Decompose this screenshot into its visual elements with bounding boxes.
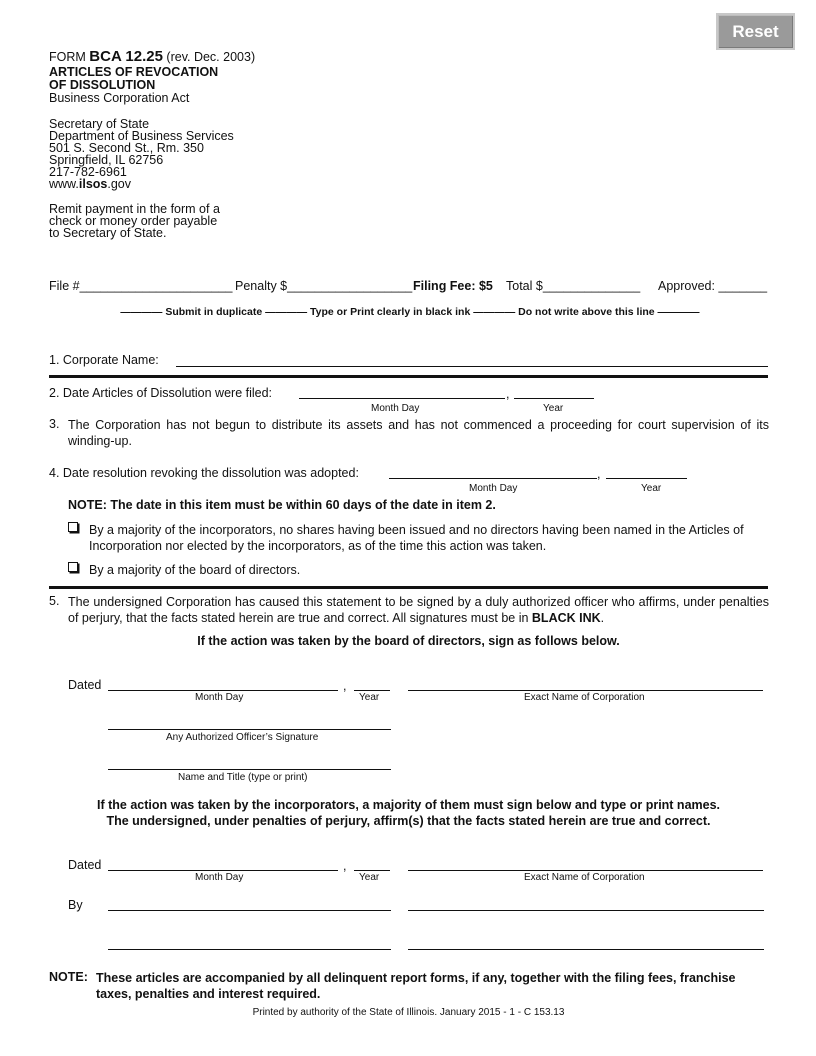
board-heading: If the action was taken by the board of directors, sign as follows below. bbox=[197, 634, 620, 648]
board-month-day-caption: Month Day bbox=[195, 692, 244, 703]
incorp-corporation-name-input[interactable] bbox=[408, 870, 763, 871]
item4-note: NOTE: The date in this item must be within 60 days of the date in item 2. bbox=[68, 498, 496, 512]
item5-period: . bbox=[600, 611, 605, 625]
corporate-name-input[interactable] bbox=[176, 366, 768, 367]
item4-year-caption: Year bbox=[641, 483, 662, 494]
remit-line-2: check or money order payable bbox=[49, 214, 218, 228]
form-title-line2: OF DISSOLUTION bbox=[49, 78, 156, 92]
incorp-by-label: By bbox=[68, 898, 83, 912]
item5-text bbox=[68, 594, 769, 626]
incorporator-signature-3-input[interactable] bbox=[108, 949, 391, 950]
remit-line-3: to Secretary of State. bbox=[49, 226, 167, 240]
act-name: Business Corporation Act bbox=[49, 91, 190, 105]
item3-text: The Corporation has not begun to distribute its assets and has not commenced a proceeding for court supervision of its winding-up. bbox=[68, 418, 769, 448]
board-exact-name-caption: Exact Name of Corporation bbox=[524, 692, 645, 703]
officer-signature-caption: Any Authorized Officer’s Signature bbox=[166, 732, 319, 743]
item4-month-day-caption: Month Day bbox=[469, 483, 518, 494]
incorp-date-input[interactable] bbox=[108, 870, 338, 871]
incorp-comma: , bbox=[343, 859, 347, 873]
dissolution-year-input[interactable] bbox=[514, 398, 594, 399]
name-title-input[interactable] bbox=[108, 769, 391, 770]
printed-by-authority: Printed by authority of the State of Illinois. January 2015 - 1 - C 153.13 bbox=[252, 1007, 565, 1018]
item5-number: 5. bbox=[49, 594, 60, 608]
address-line-2: Department of Business Services bbox=[49, 129, 234, 143]
incorp-dated-label: Dated bbox=[68, 858, 102, 872]
incorporators-heading-2: The undersigned, under penalties of perjury, affirm(s) that the facts stated herein are true and correct. bbox=[106, 814, 711, 828]
incorporators-heading-1: If the action was taken by the incorporators, a majority of them must sign below and type or print names. bbox=[96, 798, 721, 812]
website-suffix: .gov bbox=[107, 177, 132, 191]
section-divider-2 bbox=[49, 586, 768, 589]
dissolution-date-input[interactable] bbox=[299, 398, 505, 399]
reset-button[interactable]: Reset bbox=[716, 13, 795, 50]
incorp-year-input[interactable] bbox=[354, 870, 390, 871]
item2-year-caption: Year bbox=[543, 403, 564, 414]
footer-note-label: NOTE: bbox=[49, 970, 88, 984]
item1-label: 1. Corporate Name: bbox=[49, 353, 159, 367]
item5-body: The undersigned Corporation has caused this statement to be signed by a duly authorized officer who affirms, under penalties of perjury, that the facts stated herein are true and correct. All signatures must be in bbox=[68, 595, 769, 625]
incorporator-signature-1-input[interactable] bbox=[108, 910, 391, 911]
website-bold: ilsos bbox=[78, 177, 108, 191]
filing-fee: Filing Fee: $5 bbox=[413, 279, 493, 293]
incorp-year-caption: Year bbox=[359, 872, 380, 883]
total-field: Total $______________ bbox=[506, 279, 641, 293]
form-revision: (rev. Dec. 2003) bbox=[162, 50, 256, 64]
incorporator-signature-2-input[interactable] bbox=[408, 910, 764, 911]
website bbox=[49, 178, 131, 191]
address-line-4: Springfield, IL 62756 bbox=[49, 153, 164, 167]
form-title-line1: ARTICLES OF REVOCATION bbox=[49, 65, 219, 79]
board-corporation-name-input[interactable] bbox=[408, 690, 763, 691]
name-title-caption: Name and Title (type or print) bbox=[178, 772, 308, 783]
remit-line-1: Remit payment in the form of a bbox=[49, 202, 220, 216]
board-dated-label: Dated bbox=[68, 678, 102, 692]
incorporator-signature-4-input[interactable] bbox=[408, 949, 764, 950]
checkbox-icon[interactable] bbox=[68, 522, 78, 532]
form-prefix: FORM bbox=[49, 50, 90, 64]
item2-month-day-caption: Month Day bbox=[371, 403, 420, 414]
item2-label: 2. Date Articles of Dissolution were filed: bbox=[49, 386, 273, 400]
officer-signature-input[interactable] bbox=[108, 729, 391, 730]
option-incorporators-text: By a majority of the incorporators, no shares having been issued and no directors having been named in the Articles of Incorporation nor elected by the incorporators, as of the time this action was taken. bbox=[89, 523, 744, 553]
form-number: BCA 12.25 bbox=[89, 48, 163, 65]
revocation-date-input[interactable] bbox=[389, 478, 597, 479]
phone-number: 217-782-6961 bbox=[49, 165, 127, 179]
item2-comma: , bbox=[506, 387, 510, 401]
section-divider-1 bbox=[49, 375, 768, 378]
board-year-input[interactable] bbox=[354, 690, 390, 691]
board-year-caption: Year bbox=[359, 692, 380, 703]
website-prefix: www. bbox=[49, 177, 79, 191]
checkbox-icon[interactable] bbox=[68, 562, 78, 572]
file-number-field: File #______________________ bbox=[49, 279, 233, 293]
penalty-field: Penalty $__________________ bbox=[235, 279, 413, 293]
approved-field: Approved: _______ bbox=[658, 279, 768, 293]
incorp-exact-name-caption: Exact Name of Corporation bbox=[524, 872, 645, 883]
address-line-1: Secretary of State bbox=[49, 117, 150, 131]
submit-banner: ———— Submit in duplicate ———— Type or Print clearly in black ink ———— Do not write above this line ———— bbox=[120, 306, 700, 318]
board-comma: , bbox=[343, 679, 347, 693]
option-board-checkbox[interactable] bbox=[68, 562, 90, 576]
item4-comma: , bbox=[597, 467, 601, 481]
option-board-text: By a majority of the board of directors. bbox=[89, 563, 301, 577]
address-line-3: 501 S. Second St., Rm. 350 bbox=[49, 141, 204, 155]
revocation-year-input[interactable] bbox=[606, 478, 687, 479]
board-date-input[interactable] bbox=[108, 690, 338, 691]
black-ink-emphasis: BLACK INK bbox=[531, 611, 601, 625]
footer-note-text: These articles are accompanied by all delinquent report forms, if any, together with the filing fees, franchise taxes, penalties and interest required. bbox=[96, 971, 736, 1001]
item4-label: 4. Date resolution revoking the dissolution was adopted: bbox=[49, 466, 359, 480]
item3-number: 3. bbox=[49, 417, 60, 431]
incorp-month-day-caption: Month Day bbox=[195, 872, 244, 883]
form-number-line bbox=[49, 48, 256, 65]
option-incorporators-checkbox[interactable] bbox=[68, 522, 90, 536]
